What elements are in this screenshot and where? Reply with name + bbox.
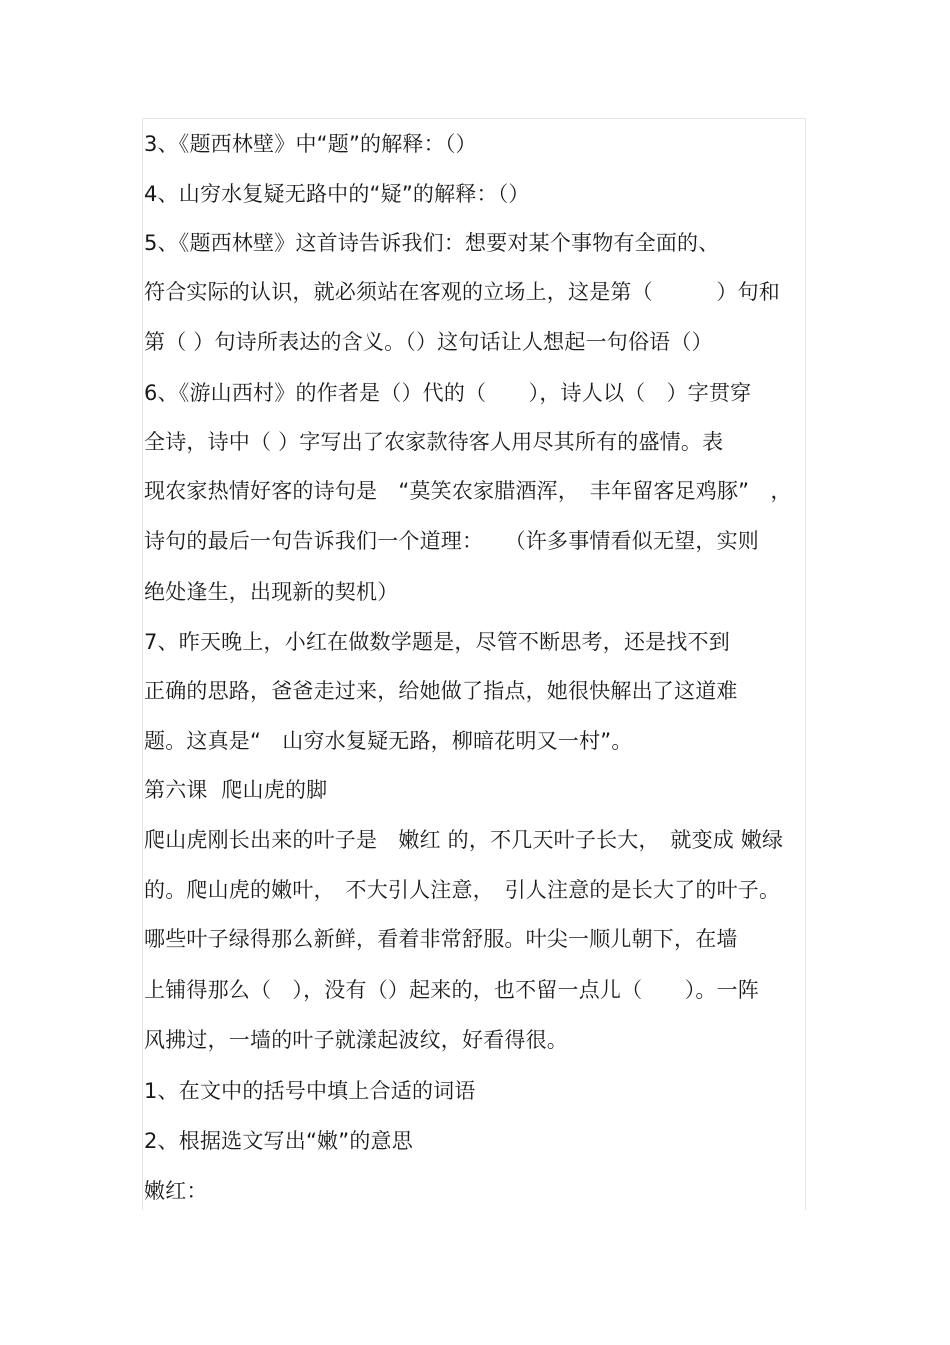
passage-line-1: 爬山虎刚长出来的叶子是 嫩红 的，不几天叶子长大， 就变成 嫩绿 bbox=[144, 828, 784, 852]
passage-line-5: 风拂过，一墙的叶子就漾起波纹，好看得很。 bbox=[144, 1028, 568, 1052]
question-7-line-3: 题。这真是“ 山穷水复疑无路，柳暗花明又一村”。 bbox=[144, 729, 633, 753]
question-5-line-2: 符合实际的认识，就必须站在客观的立场上，这是第（ ）句和 bbox=[144, 280, 780, 304]
lesson-title: 第六课 爬山虎的脚 bbox=[144, 778, 328, 802]
question-5-line-3: 第（ ）句诗所表达的含义。（）这句话让人想起一句俗语（） bbox=[144, 330, 713, 354]
question-7-line-2: 正确的思路，爸爸走过来，给她做了指点，她很快解出了这道难 bbox=[144, 679, 738, 703]
question-6-line-5: 绝处逢生，出现新的契机） bbox=[144, 580, 399, 604]
passage-line-3: 哪些叶子绿得那么新鲜，看着非常舒服。叶尖一顺儿朝下，在墙 bbox=[144, 927, 738, 951]
question-6-line-3: 现农家热情好客的诗句是 “莫笑农家腊酒浑， 丰年留客足鸡豚” ， bbox=[144, 479, 792, 503]
question-6-line-1: 6、《游山西村》的作者是（）代的（ ），诗人以（ ）字贯穿 bbox=[144, 381, 752, 405]
answer-label-nenhong: 嫩红： bbox=[144, 1179, 208, 1203]
exercise-2: 2、根据选文写出“嫩”的意思 bbox=[144, 1129, 413, 1153]
exercise-1: 1、在文中的括号中填上合适的词语 bbox=[144, 1079, 476, 1103]
question-7-line-1: 7、昨天晚上，小红在做数学题是，尽管不断思考，还是找不到 bbox=[144, 630, 730, 654]
question-6-line-2: 全诗，诗中（ ）字写出了农家款待客人用尽其所有的盛情。表 bbox=[144, 430, 724, 454]
question-3: 3、《题西林壁》中“题”的解释：（） bbox=[144, 132, 477, 156]
question-5-line-1: 5、《题西林壁》这首诗告诉我们：想要对某个事物有全面的、 bbox=[144, 231, 720, 255]
question-6-line-4: 诗句的最后一句告诉我们一个道理： （许多事情看似无望，实则 bbox=[144, 529, 759, 553]
passage-line-2: 的。爬山虎的嫩叶， 不大引人注意， 引人注意的是长大了的叶子。 bbox=[144, 878, 781, 902]
question-4: 4、山穷水复疑无路中的“疑”的解释：（） bbox=[144, 182, 530, 206]
passage-line-4: 上铺得那么（ ），没有（）起来的，也不留一点儿（ ）。一阵 bbox=[144, 978, 759, 1002]
